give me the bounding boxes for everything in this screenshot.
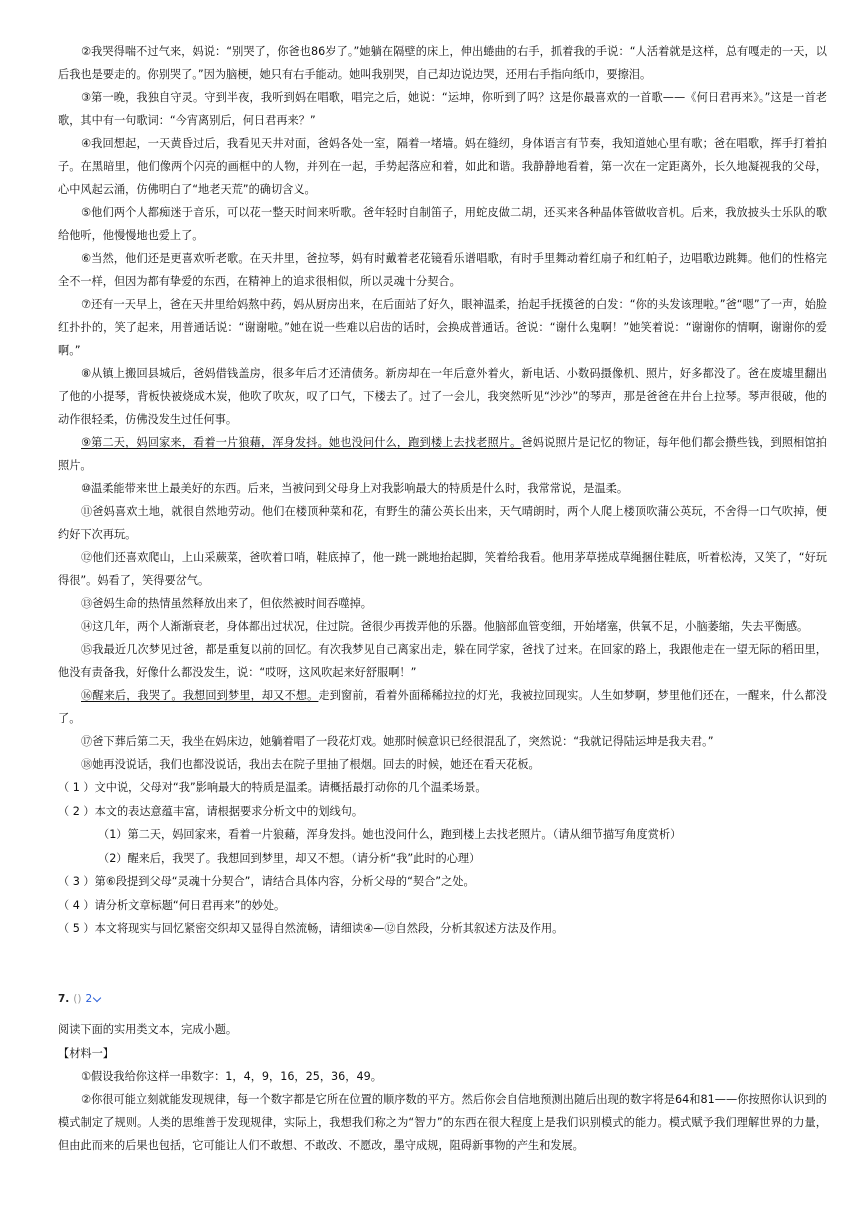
passage-paragraph-11: ⑪爸妈喜欢土地，就很自然地劳动。他们在楼顶种菜和花，有野生的蒲公英长出来，天气晴朗时，两个人爬上楼顶吹蒲公英玩，不舍得一口气吹掉，便约好下次再玩。 [58, 505, 827, 541]
passage-paragraph-12: ⑫他们还喜欢爬山，上山采蕨菜，爸吹着口哨，鞋底掉了，他一跳一跳地抬起脚，笑着给我看。他用茅草搓成草绳捆住鞋底，听着松涛，又笑了，“好玩得很”。妈看了，笑得要岔气。 [58, 551, 827, 587]
passage-paragraph-4: ④我回想起，一天黄昏过后，我看见天井对面，爸妈各处一室，隔着一堵墙。妈在缝纫，身体语言有节奏，我知道她心里有歌；爸在唱歌，挥手打着拍子。在黑暗里，他们像两个闪亮的画框中的人物，并列在一起，手势起落应和着，如此和谐。我静静地看着，第一次在一定距离外，长久地凝视我的父母，心中风起云涌，仿佛明白了“地老天荒”的确切含义。 [58, 137, 827, 196]
passage-paragraph-9: ⑨第二天，妈回家来，看着一片狼藉，浑身发抖。她也没问什么，跑到楼上去找老照片。爸妈说照片是记忆的物证，每年他们都会攒些钱，到照相馆拍照片。 [58, 436, 827, 472]
passage-paragraph-6: ⑥当然，他们还是更喜欢听老歌。在天井里，爸拉琴，妈有时戴着老花镜看乐谱唱歌，有时手里舞动着红扇子和红帕子，边唱歌边跳舞。他们的性格完全不一样，但因为都有挚爱的东西，在精神上的追求很相似，所以灵魂十分契合。 [58, 252, 827, 288]
material-paragraph-1: ①假设我给你这样一串数字：1，4，9，16，25，36，49。 [81, 1070, 382, 1083]
material-paragraph-2: ②你很可能立刻就能发现规律，每一个数字都是它所在位置的顺序数的平方。然后你会自信地预测出随后出现的数字将是64和81——你按照你认识到的模式制定了规则。人类的思维善于发现规律，实际上，我想我们称之为“智力”的东西在很大程度上是我们识别模式的能力。模式赋予我们理解世界的力量，但由此而来的后果也包括，它可能让人们不敢想、不敢改、不愿改，墨守成规，阻碍新事物的产生和发展。 [58, 1093, 827, 1152]
question-2-sub-2: （2）醒来后，我哭了。我想回到梦里，却又不想。（请分析“我”此时的心理） [98, 851, 481, 865]
question-3: （ 3 ）第⑥段提到父母“灵魂十分契合”，请结合具体内容，分析父母的“契合”之处。 [58, 875, 475, 888]
question-number: 7. [58, 993, 70, 1005]
score-value: 2 [85, 993, 93, 1005]
question-5: （ 5 ）本文将现实与回忆紧密交织却又显得自然流畅，请细读④—⑫自然段，分析其叙述方法及作用。 [58, 922, 564, 935]
section-intro: 阅读下面的实用类文本，完成小题。 [58, 1023, 238, 1036]
passage-paragraph-10: ⑩温柔能带来世上最美好的东西。后来，当被问到父母身上对我影响最大的特质是什么时，我常常说，是温柔。 [81, 482, 629, 495]
passage-paragraph-14: ⑭这几年，两个人渐渐衰老，身体都出过状况，住过院。爸很少再拨弄他的乐器。他脑部血管变细，开始堵塞，供氧不足，小脑萎缩，失去平衡感。 [81, 620, 809, 633]
question-4: （ 4 ）请分析文章标题“何日君再来”的妙处。 [58, 898, 286, 912]
answer-bracket: () [73, 993, 82, 1005]
passage-paragraph-2: ②我哭得喘不过气来，妈说：“别哭了，你爸也86岁了。”她躺在隔壁的床上，伸出蜷曲的右手，抓着我的手说：“人活着就是这样，总有嘎走的一天，以后我也是要走的。你别哭了。”因为脑梗，她只有右手能动。她叫我别哭，自己却边说边哭，还用右手指向纸巾，要擦泪。 [58, 45, 827, 81]
passage-paragraph-3: ③第一晚，我独自守灵。守到半夜，我听到妈在唱歌，唱完之后，她说：“运坤，你听到了吗？这是你最喜欢的一首歌——《何日君再来》。”这是一首老歌，其中有一句歌词：“今宵离别后，何日君再来？” [58, 91, 827, 127]
passage-paragraph-18: ⑱她再没说话，我们也都没说话，我出去在院子里抽了根烟。回去的时候，她还在看天花板。 [81, 758, 540, 771]
passage-paragraph-15: ⑮我最近几次梦见过爸，都是重复以前的回忆。有次我梦见自己离家出走，躲在同学家，爸找了过来。在回家的路上，我跟他走在一望无际的稻田里，他没有责备我，好像什么都没发生，说：“哎呀，这风吹起来好舒服啊！” [58, 643, 827, 679]
question-2-sub-1: （1）第二天，妈回家来，看着一片狼藉，浑身发抖。她也没问什么，跑到楼上去找老照片。（请从细节描写角度赏析） [98, 828, 682, 841]
reading-passage-2 [0, 1018, 867, 1157]
question-list [0, 776, 867, 941]
passage-paragraph-17: ⑰爸下葬后第二天，我坐在妈床边，她躺着唱了一段花灯戏。她那时候意识已经很混乱了，突然说：“我就记得陆运坤是我夫君。” [81, 735, 714, 748]
question-1: （ 1 ）文中说，父母对“我”影响最大的特质是温柔。请概括最打动你的几个温柔场景。 [58, 781, 487, 794]
passage-paragraph-8: ⑧从镇上搬回县城后，爸妈借钱盖房，很多年后才还清债务。新房却在一年后意外着火，新电话、小数码摄像机、照片，好多都没了。爸在废墟里翻出了他的小提琴，背板快被烧成木炭，他吹了吹灰，叹了口气，下楼去了。过了一会儿，我突然听见“沙沙”的琴声，那是爸爸在井台上拉琴。琴声很破，他的动作很轻柔，仿佛没发生过任何事。 [58, 367, 827, 426]
underlined-sentence-1: ⑨第二天，妈回家来，看着一片狼藉，浑身发抖。她也没问什么，跑到楼上去找老照片。 [81, 436, 522, 449]
reading-passage [0, 40, 867, 941]
passage-paragraph-5: ⑤他们两个人都痴迷于音乐，可以花一整天时间来听歌。爸年轻时自制笛子，用蛇皮做二胡，还买来各种晶体管做收音机。后来，我放披头士乐队的歌给他听，他慢慢地也爱上了。 [58, 206, 827, 242]
question-7-header [58, 990, 100, 1008]
question-2: （ 2 ）本文的表达意蕴丰富，请根据要求分析文中的划线句。 [58, 804, 364, 818]
passage-paragraph-7: ⑦还有一天早上，爸在天井里给妈熬中药，妈从厨房出来，在后面站了好久，眼神温柔，抬起手抚摸爸的白发：“你的头发该理啦。”爸“嗯”了一声，始脸红扑扑的，笑了起来，用普通话说：“谢谢啦。”她在说一些难以启齿的话时，会换成普通话。爸说：“谢什么鬼啊！”她笑着说：“谢谢你的情啊，谢谢你的爱啊。” [58, 298, 827, 357]
material-label: 【材料一】 [58, 1046, 114, 1060]
passage-paragraph-13: ⑬爸妈生命的热情虽然释放出来了，但依然被时间吞噬掉。 [81, 597, 372, 610]
passage-paragraph-16: ⑯醒来后，我哭了。我想回到梦里，却又不想。走到窗前，看着外面稀稀拉拉的灯光，我被拉回现实。人生如梦啊，梦里他们还在，一醒来，什么都没了。 [58, 689, 827, 725]
underlined-sentence-2: ⑯醒来后，我哭了。我想回到梦里，却又不想。 [81, 689, 319, 702]
chevron-down-icon [93, 993, 101, 1001]
score-dropdown[interactable] [86, 993, 101, 1005]
